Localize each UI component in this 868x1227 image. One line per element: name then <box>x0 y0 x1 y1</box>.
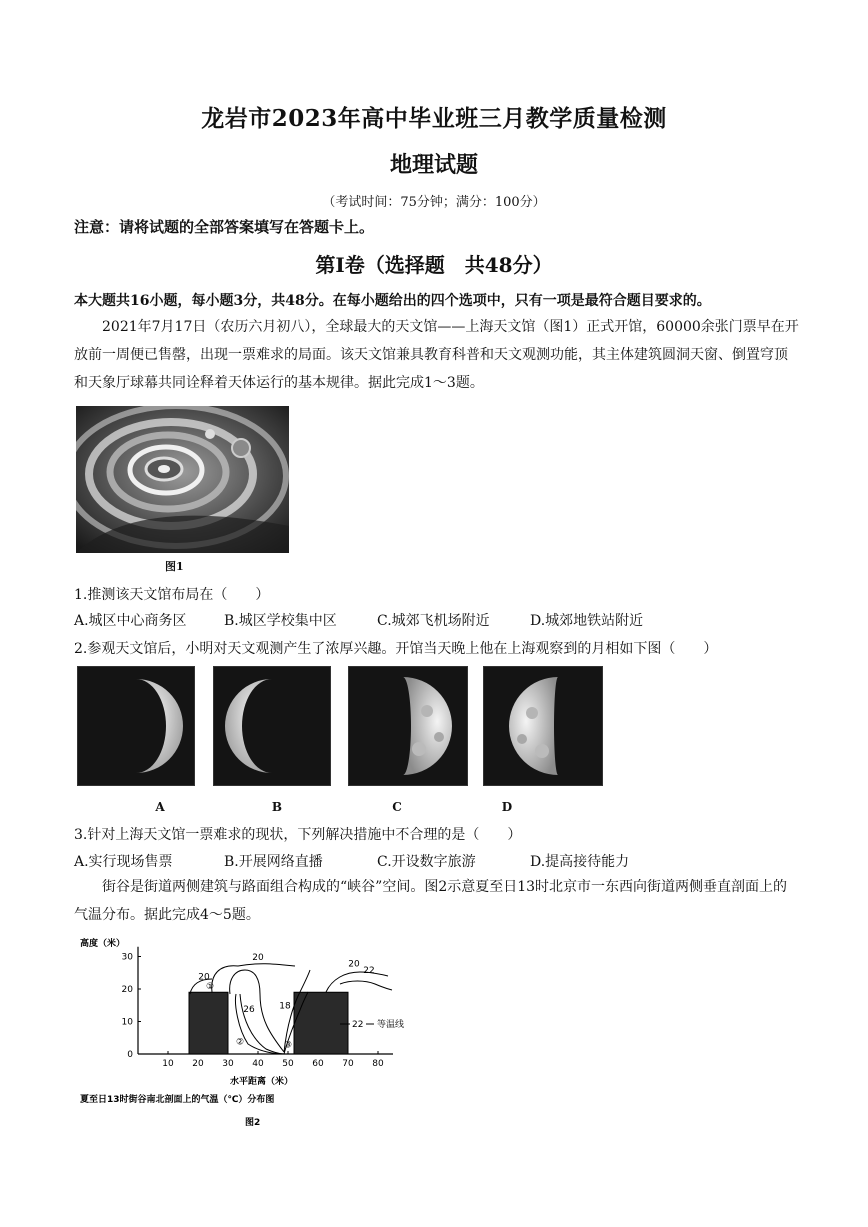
isotherm-line <box>340 981 392 990</box>
question-3-option-c: C.开设数字旅游 <box>377 854 476 870</box>
exam-subject: 地理试题 <box>389 152 478 178</box>
moon-phase-b <box>213 666 331 786</box>
planetarium-photo <box>76 406 289 553</box>
legend-text: 等温线 <box>377 1020 405 1030</box>
x-tick-label: 50 <box>282 1059 294 1069</box>
x-tick-label: 60 <box>312 1059 324 1069</box>
y-tick-label: 20 <box>121 985 133 995</box>
exam-info: （考试时间：75分钟；满分：100分） <box>322 195 546 210</box>
isotherm-label: 20 <box>252 952 264 963</box>
exam-title: 龙岩市2023年高中毕业班三月教学质量检测 <box>201 105 667 132</box>
x-tick-label: 10 <box>162 1059 174 1069</box>
section-title: 第Ⅰ卷（选择题 共48分） <box>315 253 553 277</box>
x-tick-label: 20 <box>192 1059 204 1069</box>
question-1-option-a: A.城区中心商务区 <box>74 613 187 629</box>
point-marker: ② <box>235 1037 245 1048</box>
isotherm-line <box>240 994 284 1054</box>
chart-x-axis-label: 水平距离（米） <box>230 1077 294 1087</box>
moon-phase-c <box>348 666 468 786</box>
x-tick-label: 30 <box>222 1059 234 1069</box>
waning-crescent-icon <box>214 667 330 785</box>
question-2-stem: 2.参观天文馆后，小明对天文观测产生了浓厚兴趣。开馆当天晚上他在上海观察到的月相如下图（ ） <box>74 641 718 657</box>
section-instruction: 本大题共16小题，每小题3分，共48分。在每小题给出的四个选项中，只有一项是最符合题目要求的。 <box>74 293 711 309</box>
chart-caption: 图2 <box>245 1118 261 1128</box>
passage-2: 街谷是街道两侧建筑与路面组合构成的“峡谷”空间。图2示意夏至日13时北京市一东西向街道两侧垂直剖面上的气温分布。据此完成4～5题。 <box>74 879 788 923</box>
point-marker: ③ <box>283 1040 293 1051</box>
question-3-option-d: D.提高接待能力 <box>530 854 630 870</box>
point-marker: ① <box>205 982 215 992</box>
moon-phase-d <box>483 666 603 786</box>
chart-y-axis-label: 高度（米） <box>80 939 126 949</box>
moon-label-a: A <box>155 800 165 814</box>
isotherm-label: 20 <box>198 972 210 983</box>
building <box>294 992 348 1054</box>
x-tick-label: 70 <box>342 1059 354 1069</box>
isotherm-line <box>326 972 388 992</box>
passage-1: 2021年7月17日（农历六月初八），全球最大的天文馆——上海天文馆（图1）正式开馆，60000余张门票早在开放前一周便已售罄，出现一票难求的局面。该天文馆兼具教育科普和天文观测功能，其主体建筑圆洞天窗、倒置穹顶和天象厅球幕共同诠释着天体运行的基本规律。据此完成1～3题。 <box>74 319 799 391</box>
y-tick-label: 10 <box>121 1017 133 1028</box>
figure-1-caption: 图1 <box>165 560 184 573</box>
exam-notice: 注意：请将试题的全部答案填写在答题卡上。 <box>74 218 375 236</box>
x-tick-label: 80 <box>372 1059 384 1069</box>
isotherm-chart <box>70 934 460 1134</box>
isotherm-label: 26 <box>243 1004 255 1015</box>
question-1-option-c: C.城郊飞机场附近 <box>377 613 490 629</box>
isotherm-line <box>212 964 295 992</box>
question-1-stem: 1.推测该天文馆布局在（ ） <box>74 587 270 603</box>
isotherm-label: 22 <box>363 965 375 976</box>
question-3-stem: 3.针对上海天文馆一票难求的现状，下列解决措施中不合理的是（ ） <box>74 827 522 843</box>
planetarium-photo-drawing <box>76 406 289 553</box>
first-quarter-moon-icon <box>349 667 467 785</box>
y-tick-label: 30 <box>121 952 133 963</box>
isotherm-label: 20 <box>348 959 360 970</box>
moon-label-c: C <box>392 800 402 814</box>
last-quarter-moon-icon <box>484 667 602 785</box>
x-tick-label: 40 <box>252 1059 264 1069</box>
waxing-crescent-icon <box>78 667 194 785</box>
moon-phase-a <box>77 666 195 786</box>
question-1-option-b: B.城区学校集中区 <box>224 613 337 629</box>
y-tick-label: 0 <box>127 1050 133 1060</box>
question-3-option-b: B.开展网络直播 <box>224 854 323 870</box>
chart-title: 夏至日13时街谷南北剖面上的气温（℃）分布图 <box>80 1095 275 1105</box>
moon-label-d: D <box>501 800 513 814</box>
legend-value: 22 <box>352 1020 364 1030</box>
question-3-option-a: A.实行现场售票 <box>74 854 173 870</box>
isotherm-label: 18 <box>279 1001 291 1012</box>
building <box>189 992 228 1054</box>
moon-label-b: B <box>271 800 283 814</box>
question-1-option-d: D.城郊地铁站附近 <box>530 613 644 629</box>
